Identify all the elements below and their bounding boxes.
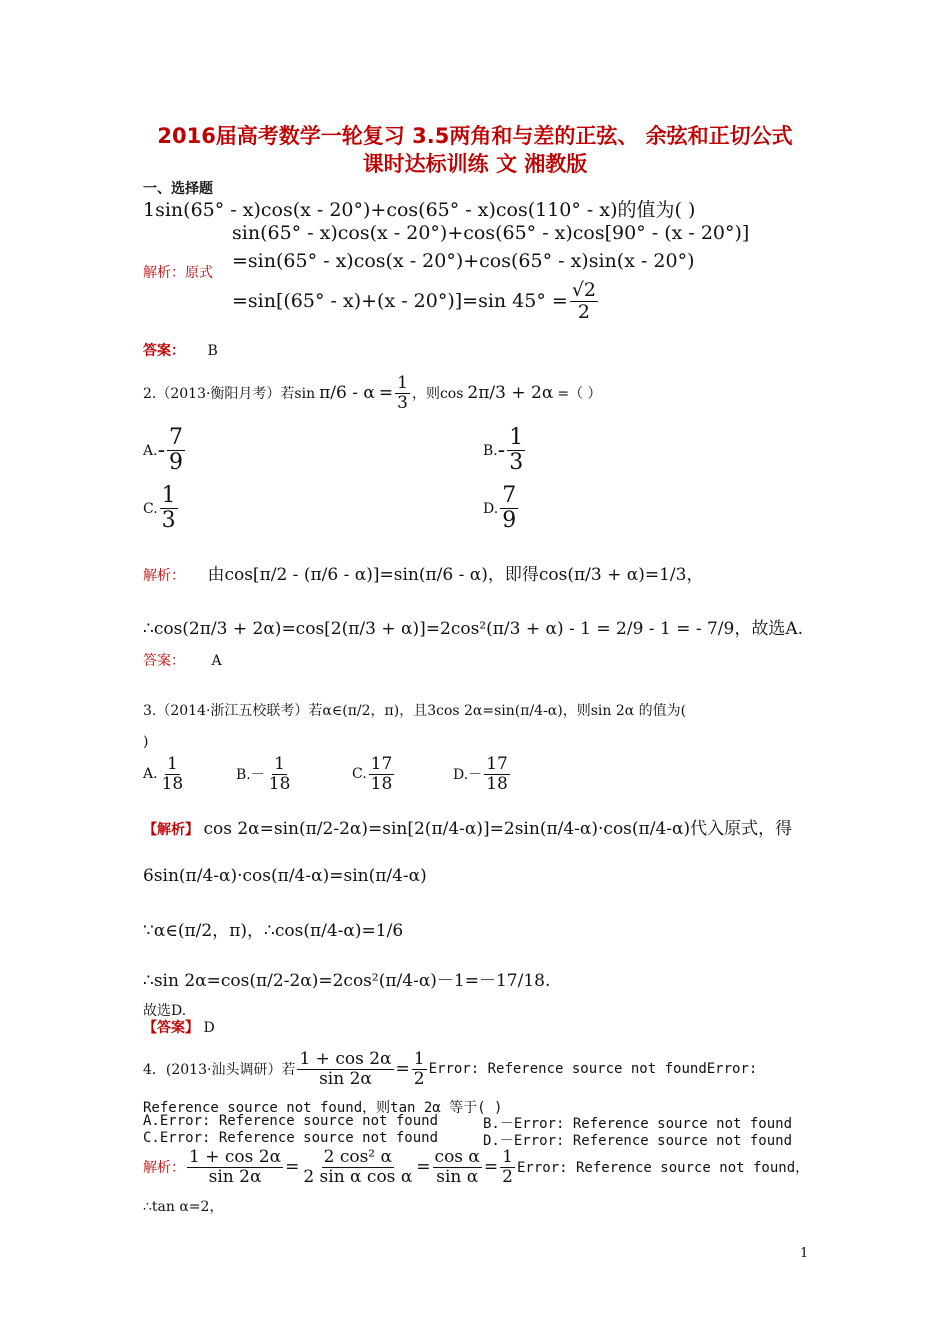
q3-option-d-denominator: 18 — [486, 773, 508, 794]
q1-answer-value: B — [207, 343, 218, 359]
q4-fraction-1-denominator: sin 2α — [319, 1068, 372, 1089]
q2-answer-value: A — [211, 653, 222, 669]
q3-solution-line2: 6sin(π/4-α)·cos(π/4-α)=sin(π/4-α) — [143, 866, 427, 886]
q1-solution-line3 — [232, 280, 600, 323]
q2-option-c-fraction — [160, 484, 178, 533]
q3-answer-row — [143, 1017, 215, 1037]
q3-option-d-fraction — [484, 755, 510, 793]
q3-option-d — [453, 755, 512, 793]
q1-answer-label: 答案： — [143, 343, 185, 359]
q4-equals: = — [395, 1059, 410, 1080]
q4-solution-error-text: Error: Reference source not found， — [517, 1160, 810, 1177]
q2-solution-label: 解析： — [143, 568, 185, 584]
q3-solution-line1 — [143, 814, 792, 839]
q2-option-b-denominator: 3 — [509, 450, 524, 476]
q4-fraction-2 — [412, 1050, 427, 1088]
q2-option-b-label: B. — [483, 442, 498, 459]
q3-option-a-label: A. — [143, 766, 158, 783]
q3-question-end: ) — [143, 734, 149, 750]
q3-option-d-numerator: 17 — [486, 754, 508, 774]
q2-option-a-numerator: 7 — [169, 425, 183, 450]
q3-option-b-fraction — [267, 755, 293, 793]
q3-solution-line3: ∵α∈(π/2，π)，∴cos(π/4-α)=1/6 — [143, 921, 404, 941]
q4-solution-fraction-4-numerator: 1 — [502, 1147, 513, 1167]
q2-answer-label: 答案： — [143, 653, 185, 669]
q2-solution-line2: ∴cos(2π/3 + 2α)=cos[2(π/3 + α)]=2cos²(π/3 + α) - 1 = 2/9 - 1 = - 7/9，故选A. — [143, 619, 804, 639]
q4-solution-fraction-3 — [433, 1148, 482, 1186]
q3-question: 3.（2014·浙江五校联考）若α∈(π/2，π)，且3cos 2α=sin(π/4-α)，则sin 2α 的值为( — [143, 703, 687, 719]
q2-option-c-numerator: 1 — [161, 483, 176, 508]
q3-answer-value: D — [203, 1020, 215, 1036]
q2-value-denominator: 3 — [397, 392, 408, 413]
q4-question-line1 — [143, 1050, 757, 1088]
document-title-line1: 2016届高考数学一轮复习 3.5两角和与差的正弦、 余弦和正切公式 — [157, 124, 793, 148]
q3-option-d-label: D.－ — [453, 767, 483, 784]
q1-result-denominator: 2 — [577, 300, 590, 323]
q3-option-c-numerator: 17 — [370, 754, 393, 774]
q4-solution-line1: 解析： $\frac{1 + \cos 2\alpha}{\sin 2\alpha}$ = $\frac{\text{2 cos² α}}{\text{2 sin α cos α}}$ = $\frac{\text{cos α}}{\text{sin α}}$ = $\frac{1}{2}$ Error: Reference source not found， — [143, 1147, 810, 1187]
q2-solution-line1-text: 由cos[π/2 - (π/6 - α)]=sin(π/6 - α)，即得cos(π/3 + α)=1/3， — [207, 565, 704, 585]
q1-solution-line1: sin(65° - x)cos(x - 20°)+cos(65° - x)cos[90° - (x - 20°)] — [232, 222, 750, 244]
q2-option-d-denominator: 9 — [502, 508, 517, 534]
q2-value-fraction — [395, 374, 410, 412]
q4-option-b: B.－Error: Reference source not found — [483, 1116, 793, 1132]
q2-option-c-label: C. — [143, 500, 158, 517]
q2-option-c-denominator: 3 — [161, 508, 176, 534]
q4-prefix: 4．(2013·汕头调研）若 — [143, 1062, 296, 1079]
q2-option-a-sign: - — [157, 438, 165, 464]
q3-option-b — [236, 755, 294, 793]
q2-option-b-fraction — [507, 426, 525, 475]
q2-option-a-fraction — [167, 426, 185, 475]
q4-solution-fraction-2-numerator: 2 cos² α — [323, 1147, 392, 1167]
q4-fraction-2-numerator: 1 — [413, 1049, 425, 1069]
q2-solution-line1 — [143, 560, 703, 585]
q3-solution-line5: 故选D. — [143, 1003, 187, 1019]
q4-option-d: D.－Error: Reference source not found — [483, 1133, 793, 1149]
q1-question: 1sin(65° - x)cos(x - 20°)+cos(65° - x)cos(110° - x)的值为( ) — [143, 199, 696, 221]
q4-option-c: C.Error: Reference source not found — [143, 1130, 439, 1146]
q1-solution-label: 解析：原式 — [143, 265, 213, 281]
q4-fraction-2-denominator: 2 — [413, 1068, 425, 1089]
q4-question-line2: Reference source not found，则tan 2α 等于( ) — [143, 1100, 503, 1116]
q1-solution-line2: =sin(65° - x)cos(x - 20°)+cos(65° - x)sin(x - 20°) — [232, 250, 695, 272]
q2-option-d — [483, 484, 520, 533]
q2-option-c — [143, 484, 180, 533]
page-number: 1 — [800, 1246, 809, 1261]
document-title-line2: 课时达标训练 文 湘教版 — [362, 152, 588, 176]
q3-option-a-denominator: 18 — [161, 773, 184, 794]
q2-mid-text: ，则cos — [411, 386, 464, 403]
q4-solution-fraction-3-numerator: cos α — [434, 1147, 480, 1167]
q3-option-a-numerator: 1 — [166, 754, 178, 774]
q3-option-c — [352, 755, 396, 793]
q3-option-c-denominator: 18 — [370, 773, 393, 794]
q4-solution-fraction-2 — [301, 1148, 414, 1186]
q4-solution-line2: ∴tan α=2， — [143, 1199, 224, 1215]
section-heading: 一、选择题 — [143, 181, 213, 197]
q3-solution-line4: ∴sin 2α=cos(π/2-2α)=2cos²(π/4-α)－1=－17/18. — [143, 971, 551, 991]
q3-option-c-label: C. — [352, 766, 367, 783]
q3-answer-tag: 【答案】 — [143, 1020, 199, 1036]
q4-solution-fraction-4 — [500, 1148, 515, 1186]
q2-option-a-denominator: 9 — [169, 450, 183, 476]
q4-solution-fraction-3-denominator: sin α — [436, 1166, 479, 1187]
q2-equals: = — [378, 383, 394, 404]
q3-option-a-fraction — [160, 755, 186, 793]
q3-option-b-denominator: 18 — [268, 773, 291, 794]
q3-solution-line1-text: cos 2α=sin(π/2-2α)=sin[2(π/4-α)]=2sin(π/4-α)·cos(π/4-α)代入原式，得 — [203, 819, 793, 839]
q4-solution-fraction-4-denominator: 2 — [502, 1166, 513, 1187]
q4-solution-label: 解析： — [143, 1160, 185, 1177]
q4-fraction-1-numerator: 1 + cos 2α — [299, 1049, 392, 1069]
q2-option-d-fraction — [500, 484, 518, 533]
q1-answer-row — [143, 340, 218, 360]
q4-solution-fraction-1-denominator: sin 2α — [208, 1166, 262, 1187]
q2-option-b-sign: - — [497, 438, 506, 464]
q2-cos-argument: 2π/3 + 2α — [467, 383, 554, 404]
q3-option-c-fraction — [369, 755, 395, 793]
q2-option-d-numerator: 7 — [502, 483, 517, 508]
q2-sin-argument: π/6 - α — [319, 383, 375, 404]
q1-solution-line3-text: =sin[(65° - x)+(x - 20°)]=sin 45° = — [232, 290, 568, 313]
q2-option-d-label: D. — [483, 500, 499, 517]
q4-solution-fraction-2-denominator: 2 sin α cos α — [303, 1166, 413, 1187]
q4-error-text: Error: Reference source not foundError: — [428, 1061, 758, 1078]
q3-option-a — [143, 755, 187, 793]
q1-result-fraction — [570, 280, 598, 323]
q3-option-b-label: B.－ — [236, 767, 265, 784]
q2-value-numerator: 1 — [397, 373, 408, 393]
q4-option-a: A.Error: Reference source not found — [143, 1113, 439, 1129]
q2-option-b-numerator: 1 — [509, 425, 524, 450]
q4-solution-fraction-1-numerator: 1 + cos 2α — [189, 1147, 282, 1167]
q2-tail: =（ ） — [557, 386, 602, 403]
q2-option-b — [483, 426, 527, 475]
q3-solution-tag: 【解析】 — [143, 822, 199, 838]
q2-question — [143, 374, 602, 412]
q2-option-a-label: A. — [143, 442, 158, 459]
q4-fraction-1 — [297, 1050, 393, 1088]
q4-solution-fraction-1 — [187, 1148, 283, 1186]
q1-result-numerator: √2 — [571, 279, 597, 301]
q2-answer-row — [143, 650, 222, 670]
q3-option-b-numerator: 1 — [274, 754, 285, 774]
q2-option-a — [143, 426, 187, 475]
q2-prefix: 2.（2013·衡阳月考）若sin — [143, 386, 316, 403]
